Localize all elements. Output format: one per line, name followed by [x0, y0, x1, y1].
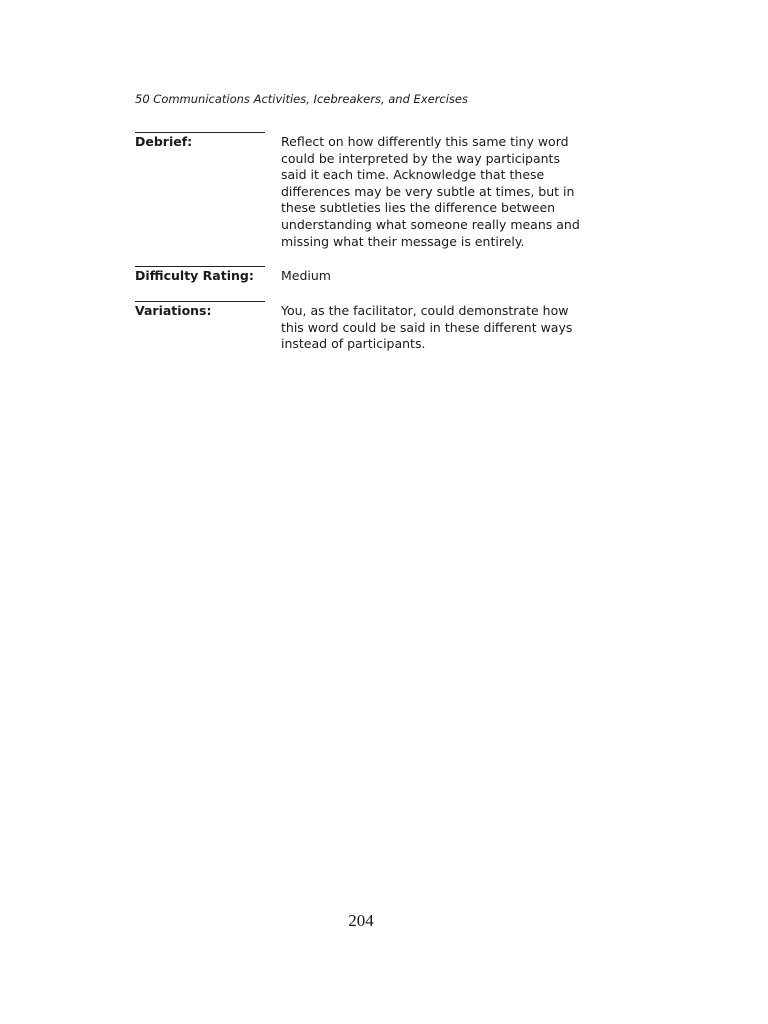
description-line: Reflect on how differently this same tiny word [281, 134, 569, 149]
term-label: Difficulty Rating: [135, 268, 254, 283]
term-label: Variations: [135, 303, 212, 318]
term-description [281, 134, 581, 250]
running-header: 50 Communications Activities, Icebreakers, and Exercises [135, 92, 469, 106]
description-line: differences may be very subtle at times, but in [281, 183, 575, 199]
term-description [281, 303, 581, 353]
description-line: instead of participants. [281, 336, 426, 352]
description-line: said it each time. Acknowledge that these [281, 167, 545, 183]
description-line: understanding what someone really means and [281, 216, 580, 232]
term-label: Debrief: [135, 134, 193, 149]
description-line: could be interpreted by the way participants [281, 150, 560, 166]
term-divider [135, 301, 265, 302]
page-number: 204 [348, 911, 374, 930]
description-line: this word could be said in these different ways [281, 319, 573, 335]
description-line: missing what their message is entirely. [281, 233, 525, 249]
term-divider [135, 266, 265, 267]
term-description [281, 268, 581, 285]
description-line: these subtleties lies the difference between [281, 200, 556, 216]
description-line: You, as the facilitator, could demonstrate how [281, 303, 569, 318]
term-divider [135, 132, 265, 133]
description-line: Medium [281, 268, 331, 283]
